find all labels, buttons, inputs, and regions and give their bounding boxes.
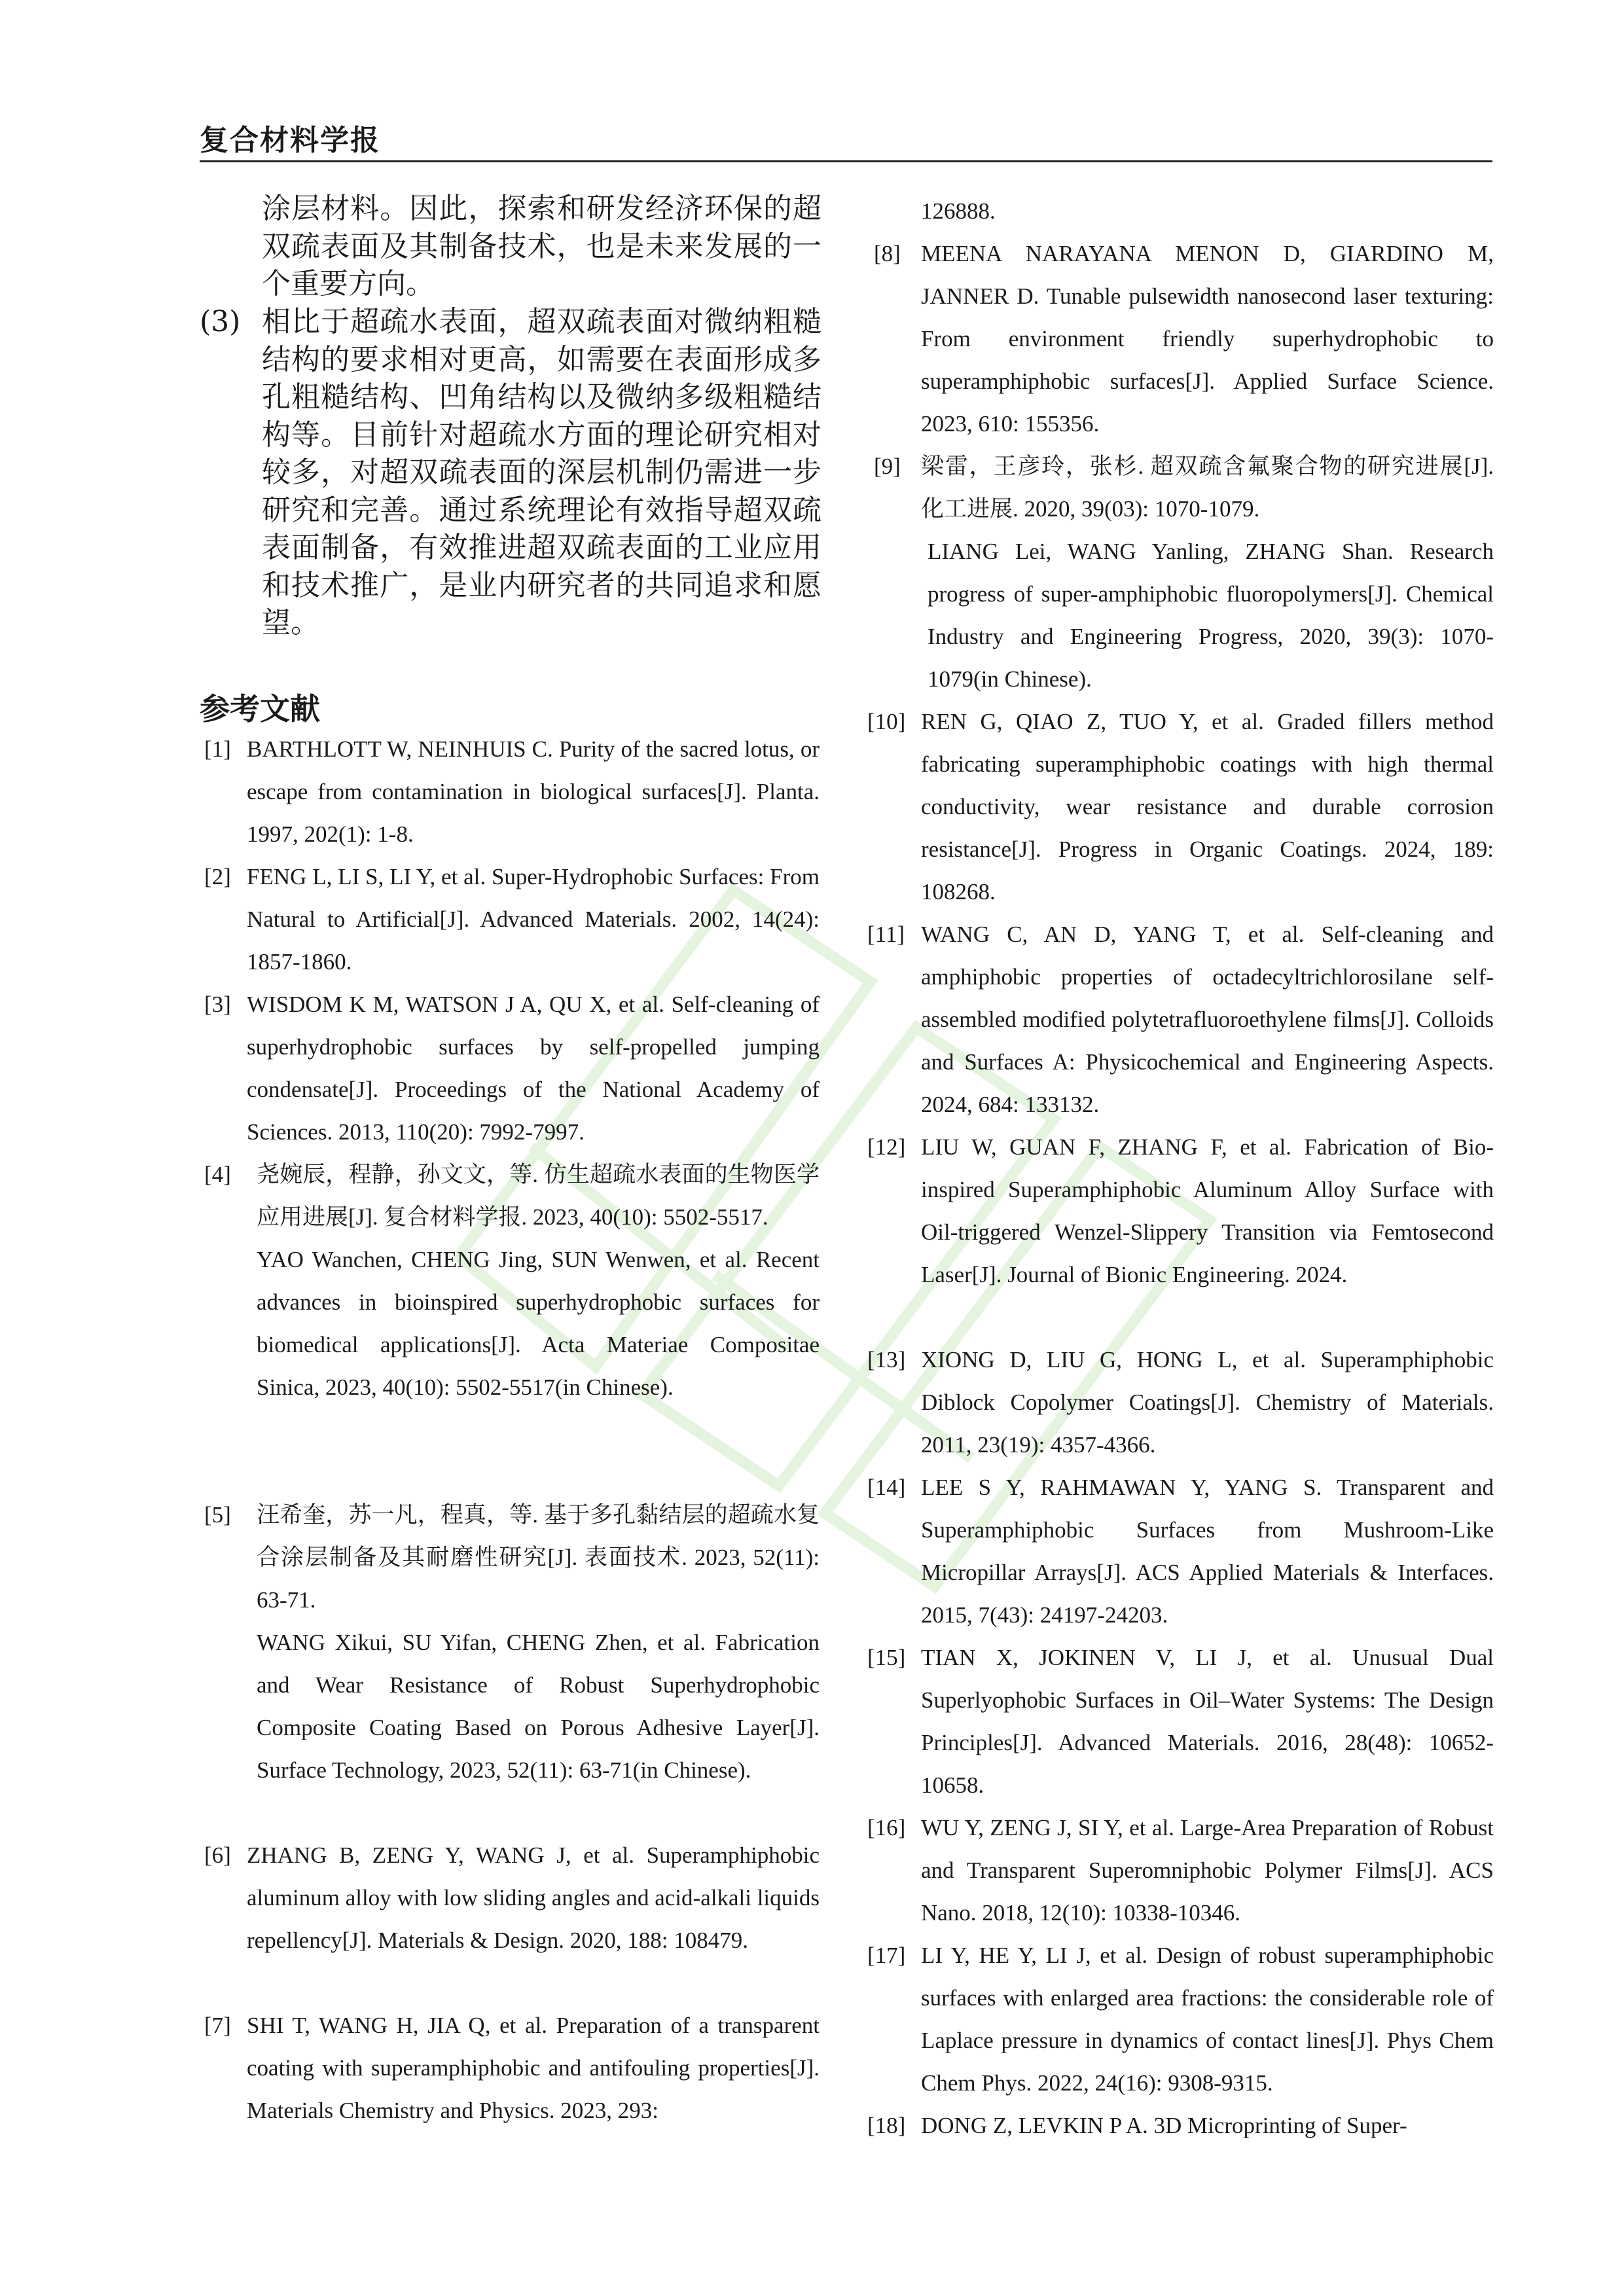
ref-text: LIU W, GUAN F, ZHANG F, et al. Fabrication of Bio-inspired Superamphiphobic Aluminum Alloy Surface with Oil-triggered Wenzel-Slippery Transition via Femtosecond Laser[J]. Journal of Bionic Engineering. 2024.	[921, 1134, 1494, 1287]
ref-number: [4]	[204, 1162, 231, 1187]
reference-13	[867, 1338, 1494, 1466]
ref-number: [13]	[867, 1347, 906, 1372]
ref-number: [5]	[204, 1502, 231, 1528]
ref-number: [18]	[867, 2113, 906, 2138]
ref-text: 梁雷，王彦玲，张杉. 超双疏含氟聚合物的研究进展[J]. 化工进展. 2020, 39(03): 1070-1079.	[921, 454, 1494, 522]
ref-number: [1]	[204, 736, 231, 762]
ref-number: [2]	[204, 864, 231, 889]
reference-17	[867, 1934, 1494, 2104]
reference-1	[204, 728, 820, 855]
reference-4	[204, 1153, 820, 1408]
reference-9	[874, 445, 1494, 700]
ref-text: DONG Z, LEVKIN P A. 3D Microprinting of Super-	[921, 2113, 1407, 2138]
ref-number: [12]	[867, 1134, 906, 1160]
running-header	[200, 111, 1492, 162]
reference-7-continuation: 126888.	[921, 198, 996, 224]
reference-2	[204, 855, 820, 983]
ref-number: [8]	[874, 241, 901, 266]
ref-text: MEENA NARAYANA MENON D, GIARDINO M, JANNER D. Tunable pulsewidth nanosecond laser texturing: From environment friendly superhydrophobic to superamphiphobic surfaces[J]. Applied Surface Science. 2023, 610: 155356.	[921, 241, 1494, 437]
reference-12	[867, 1126, 1494, 1296]
reference-10	[867, 700, 1494, 913]
ref-text: LEE S Y, RAHMAWAN Y, YANG S. Transparent and Superamphiphobic Surfaces from Mushroom-Like Micropillar Arrays[J]. ACS Applied Materials & Interfaces. 2015, 7(43): 24197-24203.	[921, 1475, 1494, 1628]
reference-8	[874, 232, 1494, 445]
reference-5	[204, 1494, 820, 1791]
ref-text: WISDOM K M, WATSON J A, QU X, et al. Self-cleaning of superhydrophobic surfaces by self-propelled jumping condensate[J]. Proceedings of the National Academy of Sciences. 2013, 110(20): 7992-7997.	[247, 992, 820, 1145]
ref-number: [17]	[867, 1943, 906, 1968]
reference-3	[204, 983, 820, 1153]
reference-16	[867, 1806, 1494, 1934]
ref-number: [11]	[867, 922, 905, 947]
item-text: 相比于超疏水表面，超双疏表面对微纳粗糙结构的要求相对更高，如需要在表面形成多孔粗糙结构、凹角结构以及微纳多级粗糙结构等。目前针对超疏水方面的理论研究相对较多，对超双疏表面的深层机制仍需进一步研究和完善。通过系统理论有效指导超双疏表面制备，有效推进超双疏表面的工业应用和技术推广，是业内研究者的共同追求和愿望。	[262, 305, 821, 639]
journal-title: 复合材料学报	[200, 124, 380, 157]
ref-text: ZHANG B, ZENG Y, WANG J, et al. Superamphiphobic aluminum alloy with low sliding angles and acid-alkali liquids repellency[J]. Materials & Design. 2020, 188: 108479.	[247, 1842, 820, 1953]
ref-number: [7]	[204, 2013, 231, 2038]
reference-18	[867, 2104, 1494, 2147]
ref-number: [16]	[867, 1815, 906, 1840]
reference-7	[204, 2004, 820, 2132]
ref-number: [3]	[204, 992, 231, 1017]
ref-text: REN G, QIAO Z, TUO Y, et al. Graded fillers method fabricating superamphiphobic coatings with high thermal conductivity, wear resistance and durable corrosion resistance[J]. Progress in Organic Coatings. 2024, 189: 108268.	[921, 709, 1494, 905]
ref-text: 汪希奎，苏一凡，程真，等. 基于多孔黏结层的超疏水复合涂层制备及其耐磨性研究[J]. 表面技术. 2023, 52(11): 63-71.	[257, 1502, 820, 1613]
ref-number: [15]	[867, 1645, 906, 1670]
ref-text: XIONG D, LIU G, HONG L, et al. Superamphiphobic Diblock Copolymer Coatings[J]. Chemistry of Materials. 2011, 23(19): 4357-4366.	[921, 1347, 1494, 1458]
reference-11	[867, 913, 1494, 1126]
ref-english: YAO Wanchen, CHENG Jing, SUN Wenwen, et al. Recent advances in bioinspired superhydrophobic surfaces for biomedical applications[J]. Acta Materiae Compositae Sinica, 2023, 40(10): 5502-5517(in Chinese).	[257, 1247, 820, 1400]
ref-number: [6]	[204, 1842, 231, 1868]
ref-text: SHI T, WANG H, JIA Q, et al. Preparation of a transparent coating with superamphiphobic and antifouling properties[J]. Materials Chemistry and Physics. 2023, 293:	[247, 2013, 820, 2123]
ref-english: LIANG Lei, WANG Yanling, ZHANG Shan. Research progress of super-amphiphobic fluoropolymers[J]. Chemical Industry and Engineering Progress, 2020, 39(3): 1070-1079(in Chinese).	[928, 539, 1494, 692]
ref-english: WANG Xikui, SU Yifan, CHENG Zhen, et al. Fabrication and Wear Resistance of Robust Superhydrophobic Composite Coating Based on Porous Adhesive Layer[J]. Surface Technology, 2023, 52(11): 63-71(in Chinese).	[257, 1630, 820, 1783]
ref-text: TIAN X, JOKINEN V, LI J, et al. Unusual Dual Superlyophobic Surfaces in Oil–Water Systems: The Design Principles[J]. Advanced Materials. 2016, 28(48): 10652-10658.	[921, 1645, 1494, 1798]
ref-text: 尧婉辰，程静，孙文文，等. 仿生超疏水表面的生物医学应用进展[J]. 复合材料学报. 2023, 40(10): 5502-5517.	[257, 1162, 820, 1230]
reference-15	[867, 1636, 1494, 1806]
reference-6	[204, 1834, 820, 1962]
ref-number: [10]	[867, 709, 906, 734]
paragraph-text: 涂层材料。因此，探索和研发经济环保的超双疏表面及其制备技术，也是未来发展的一个重要方向。	[262, 192, 821, 300]
ref-text: LI Y, HE Y, LI J, et al. Design of robust superamphiphobic surfaces with enlarged area fractions: the considerable role of Laplace pressure in dynamics of contact lines[J]. Phys Chem Chem Phys. 2022, 24(16): 9308-9315.	[921, 1943, 1494, 2096]
ref-text: WU Y, ZENG J, SI Y, et al. Large-Area Preparation of Robust and Transparent Superomniphobic Polymer Films[J]. ACS Nano. 2018, 12(10): 10338-10346.	[921, 1815, 1494, 1926]
ref-number: [14]	[867, 1475, 906, 1500]
paragraph-continuation	[262, 190, 821, 303]
ref-number: [9]	[874, 454, 901, 479]
conclusion-item-3	[200, 303, 821, 642]
ref-text: BARTHLOTT W, NEINHUIS C. Purity of the sacred lotus, or escape from contamination in biological surfaces[J]. Planta. 1997, 202(1): 1-8.	[247, 736, 820, 847]
item-number: (3)	[200, 305, 241, 338]
ref-text: FENG L, LI S, LI Y, et al. Super-Hydrophobic Surfaces: From Natural to Artificial[J]. Advanced Materials. 2002, 14(24): 1857-1860.	[247, 864, 820, 975]
reference-14	[867, 1466, 1494, 1636]
references-heading: 参考文献	[200, 691, 320, 726]
ref-text: WANG C, AN D, YANG T, et al. Self-cleaning and amphiphobic properties of octadecyltrichlorosilane self-assembled modified polytetrafluoroethylene films[J]. Colloids and Surfaces A: Physicochemical and Engineering Aspects. 2024, 684: 133132.	[921, 922, 1494, 1117]
